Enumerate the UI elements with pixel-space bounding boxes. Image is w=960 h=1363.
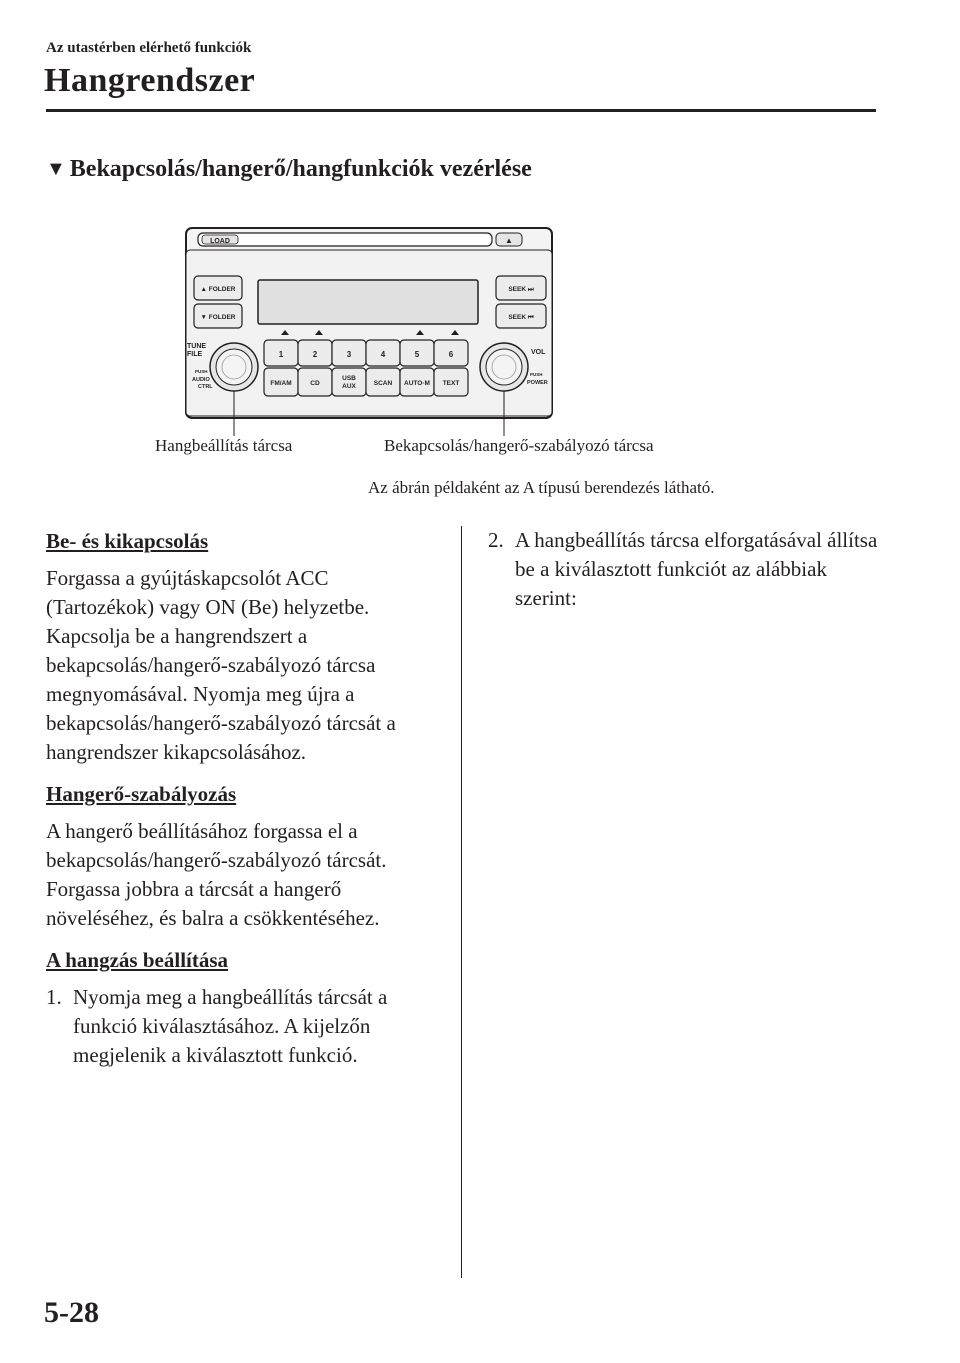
auto-m-label: AUTO·M <box>404 380 430 387</box>
seek-up-label: SEEK ⏭ <box>508 286 534 293</box>
subheading-text: Bekapcsolás/hangerő/hangfunkciók vezérlése <box>69 156 532 182</box>
tune-label: TUNE <box>187 343 207 350</box>
fm-am-label: FM/AM <box>270 380 292 387</box>
cd-label: CD <box>310 380 320 387</box>
list-item <box>46 983 441 1070</box>
section-label: Az utastérben elérhető funkciók <box>46 40 252 56</box>
preset-label-2: 2 <box>312 350 318 359</box>
radio-figure <box>150 222 790 472</box>
subheading <box>46 156 532 183</box>
scan-label: SCAN <box>373 380 393 387</box>
text-label: TEXT <box>442 380 460 387</box>
preset-label-4: 4 <box>380 350 386 359</box>
preset-label-3: 3 <box>346 350 352 359</box>
left-column <box>46 526 441 1080</box>
header-rule <box>46 109 876 112</box>
push-audio-label: PUSH <box>195 369 208 374</box>
column-divider <box>461 526 462 1278</box>
audio-knob-callout: Hangbeállítás tárcsa <box>155 436 293 455</box>
file-label: FILE <box>187 351 203 358</box>
onoff-heading: Be- és kikapcsolás <box>46 529 209 553</box>
list-item-number: 2. <box>488 528 504 552</box>
eject-icon: ▲ <box>505 236 513 245</box>
list-item-text: A hangbeállítás tárcsa elforgatásával állítsa be a kiválasztott funkciót az alábbiak szerint: <box>515 528 878 610</box>
folder-up-label: ▲ FOLDER <box>200 286 236 293</box>
triangle-down-icon: ▼ <box>46 158 66 180</box>
page-number: 5-28 <box>44 1296 99 1329</box>
power-label: POWER <box>527 380 548 386</box>
display-screen <box>258 280 478 324</box>
audio-label: AUDIO <box>192 377 210 383</box>
preset-label-6: 6 <box>448 350 454 359</box>
seek-down-label: SEEK ⏮ <box>508 314 534 321</box>
vol-label: VOL <box>531 349 546 356</box>
volume-text: A hangerő beállításához forgassa el a bekapcsolás/hangerő-szabályozó tárcsát. Forgassa jobbra a tárcsát a hangerő növeléséhez, és balra a csökkentéséhez. <box>46 819 387 930</box>
load-label: LOAD <box>210 238 230 245</box>
figure-caption: Az ábrán példaként az A típusú berendezés látható. <box>368 478 715 497</box>
sound-heading: A hangzás beállítása <box>46 948 229 972</box>
list-item-text: Nyomja meg a hangbeállítás tárcsát a funkció kiválasztásához. A kijelzőn megjelenik a kiválasztott funkció. <box>73 985 388 1067</box>
volume-heading: Hangerő-szabályozás <box>46 782 237 806</box>
folder-down-label: ▼ FOLDER <box>200 314 236 321</box>
preset-label-1: 1 <box>278 350 284 359</box>
preset-label-5: 5 <box>414 350 420 359</box>
onoff-text: Forgassa a gyújtáskapcsolót ACC (Tartozékok) vagy ON (Be) helyzetbe. Kapcsolja be a hangrendszert a bekapcsolás/hangerő-szabályozó tárcsa megnyomásával. Nyomja meg újra a bekapcsolás/hangerő-szabályozó tárcsát a hangrendszer kikapcsolásához. <box>46 566 396 764</box>
list-item <box>488 526 883 613</box>
usb-aux-button[interactable] <box>332 368 366 396</box>
list-item-number: 1. <box>46 985 62 1009</box>
push-power-label: PUSH <box>530 372 543 377</box>
power-knob-callout: Bekapcsolás/hangerő-szabályozó tárcsa <box>384 436 654 455</box>
audio-unit-illustration <box>150 222 790 472</box>
ctrl-label: CTRL <box>198 384 213 390</box>
usb-label: USB <box>342 375 356 382</box>
chapter-title: Hangrendszer <box>44 62 256 99</box>
right-column <box>488 526 883 623</box>
aux-label: AUX <box>342 383 356 390</box>
